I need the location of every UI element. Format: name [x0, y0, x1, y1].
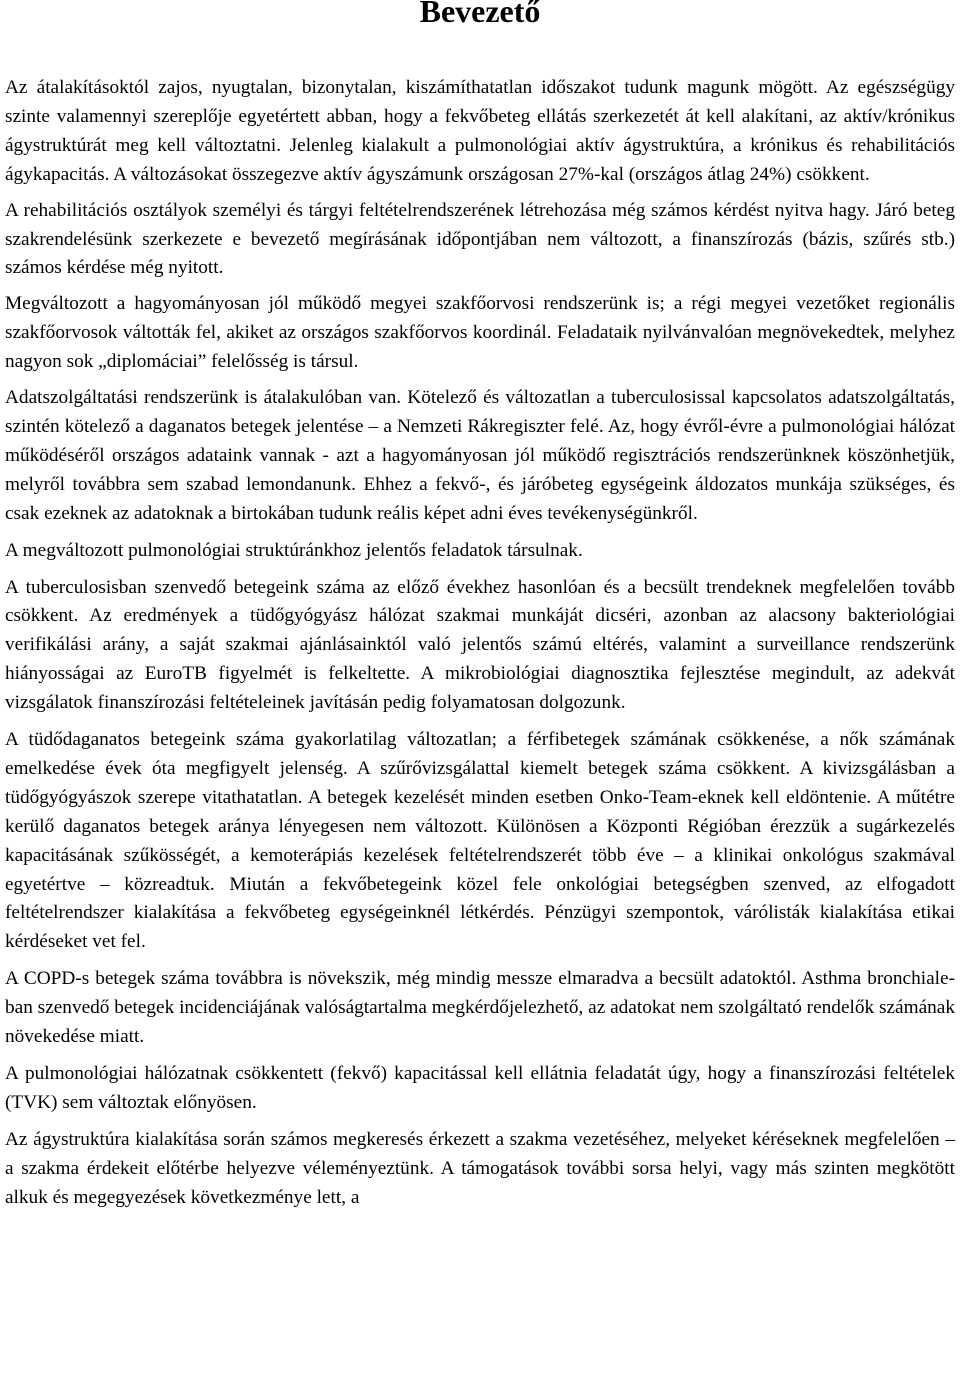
paragraph-tuberculosis: A tuberculosisban szenvedő betegeink száma az előző évekhez hasonlóan és a becsült trendeknek megfelelően tovább csökkent. Az eredmények a tüdőgyógyász hálózat szakmai munkáját dicséri, azonban az alacsony bakteriológiai verifikálási arány, a saját szakmai ajánlásainktól való jelentős számú eltérés, valamint a surveillance rendszerünk hiányosságai az EuroTB figyelmét is felkeltette. A mikrobiológiai diagnosztika fejlesztése megindult, az adekvát vizsgálatok finanszírozási feltételeinek javításán pedig folyamatosan dolgozunk.	[5, 576, 955, 714]
paragraph-data-reporting: Adatszolgáltatási rendszerünk is átalakulóban van. Kötelező és változatlan a tuberculosissal kapcsolatos adatszolgáltatás, szintén kötelező a daganatos betegek jelentése – a Nemzeti Rákregiszter felé. Az, hogy évről-évre a pulmonológiai hálózat működéséről országos adataink vannak - azt a hagyományosan jól működő regisztrációs rendszerünknek köszönhetjük, melyről továbbra sem szabad lemondanunk. Ehhez a fekvő-, és járóbeteg egységeink áldozatos munkája szükséges, és csak ezeknek az adatoknak a birtokában tudunk reális képet adni éves tevékenységünkről.	[5, 387, 955, 524]
paragraph-bed-structure: Az ágystruktúra kialakítása során számos megkeresés érkezett a szakma vezetéséhez, melyeket kéréseknek megfelelően – a szakma érdekeit előtérbe helyezve véleményeztünk. A támogatások további sorsa helyi, vagy más szinten megkötött alkuk és megegyezések következménye lett, a	[5, 1128, 955, 1208]
paragraph-restructuring: Az átalakításoktól zajos, nyugtalan, bizonytalan, kiszámíthatatlan időszakot tudunk magunk mögött. Az egészségügy szinte valamennyi szereplője egyetértett abban, hogy a fekvőbeteg ellátás szerkezetét át kell alakítani, az aktív/krónikus ágystruktúrát meg kell változtatni. Jelenleg kialakult a pulmonológiai aktív ágystruktúra, a krónikus és rehabilitációs ágykapacitás. A változásokat összegezve aktív ágyszámunk országosan 27%-kal (országos átlag 24%) csökkent.	[5, 77, 955, 185]
paragraph-rehabilitation: A rehabilitációs osztályok személyi és tárgyi feltételrendszerének létrehozása még számos kérdést nyitva hagy. Járó beteg szakrendelésünk szerkezete e bevezető megírásának időpontjában nem változott, a finanszírozás (bázis, szűrés stb.) számos kérdése még nyitott.	[5, 199, 955, 279]
paragraph-chief-physicians: Megváltozott a hagyományosan jól működő megyei szakfőorvosi rendszerünk is; a régi megyei vezetőket regionális szakfőorvosok váltották fel, akiket az országos szakfőorvos koordinál. Feladataik nyilvánvalóan megnövekedtek, melyhez nagyon sok „diplomáciai” felelősség is társul.	[5, 293, 955, 373]
page-title: Bevezető	[419, 0, 541, 29]
paragraph-lung-cancer: A tüdődaganatos betegeink száma gyakorlatilag változatlan; a férfibetegek számának csökkenése, a nők számának emelkedése évek óta megfigyelt jelenség. A szűrővizsgálattal kiemelt betegek száma csökkent. A kivizsgálásban a tüdőgyógyászok szerepe vitathatatlan. A betegek kezelését minden esetben Onko-Team-eknek kell eldöntenie. A műtétre kerülő daganatos betegek aránya lényegesen nem változott. Különösen a Központi Régióban érezzük a sugárkezelés kapacitásának szűkösségét, a kemoterápiás kezelések feltételrendszerét több éve – a klinikai onkológus szakmával egyetértve – közreadtuk. Miután a fekvőbetegeink közel fele onkológiai betegségben szenved, az elfogadott feltételrendszer kialakítása a fekvőbeteg egységeinknél létkérdés. Pénzügyi szempontok, várólisták kialakítása etikai kérdéseket vet fel.	[5, 729, 955, 953]
paragraph-capacity: A pulmonológiai hálózatnak csökkentett (fekvő) kapacitással kell ellátnia feladatát úgy, hogy a finanszírozási feltételek (TVK) sem változtak előnyösen.	[5, 1063, 955, 1113]
paragraph-copd-asthma: A COPD-s betegek száma továbbra is növekszik, még mindig messze elmaradva a becsült adatoktól. Asthma bronchiale-ban szenvedő betegek incidenciájának valóságtartalma megkérdőjelezhető, az adatokat nem szolgáltató rendelők számának növekedése miatt.	[5, 968, 955, 1048]
paragraph-new-tasks: A megváltozott pulmonológiai struktúránkhoz jelentős feladatok társulnak.	[5, 539, 583, 561]
